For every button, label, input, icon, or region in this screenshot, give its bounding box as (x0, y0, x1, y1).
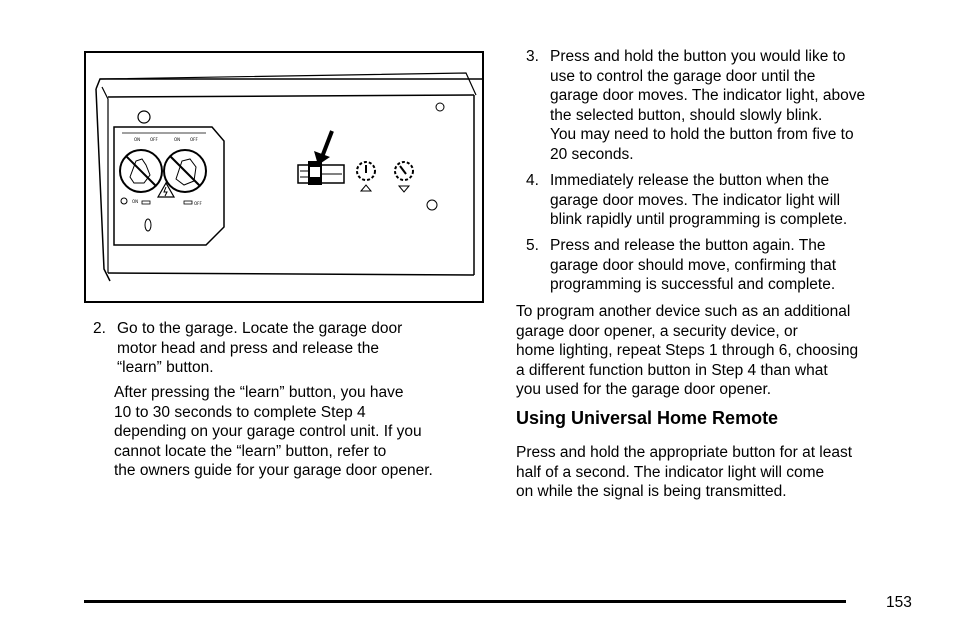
panel-label: ON (174, 137, 181, 142)
garage-opener-illustration (84, 51, 484, 303)
step-number: 2. (93, 320, 106, 337)
panel-label: ON (132, 199, 139, 204)
no-hands-icon (164, 150, 206, 192)
step-2-note: After pressing the “learn” button, you have 10 to 30 seconds to complete Step 4 depending on your garage control unit. If you cannot locate the “learn” button, refer to the owners guide for your garage door opener. (114, 384, 433, 480)
section-heading: Using Universal Home Remote (516, 408, 779, 428)
step-number: 3. (526, 48, 539, 65)
panel-label: OFF (194, 201, 202, 206)
remote-paragraph: Press and hold the appropriate button for at least half of a second. The indicator light will come on while the signal is being transmitted. (516, 444, 853, 501)
step-text: Go to the garage. Locate the garage door motor head and press and release the “learn” button. (117, 320, 403, 377)
no-hands-icon (120, 150, 162, 192)
screw-icon (436, 103, 444, 111)
program-paragraph: To program another device such as an additional garage door opener, a security device, or home lighting, repeat Steps 1 through 6, choosing a different function button in Step 4 than what you used for the garage door opener. (516, 303, 859, 399)
panel-label: OFF (150, 137, 158, 142)
step-text: Press and release the button again. The garage door should move, confirming that programming is successful and complete. (550, 237, 837, 294)
step-text: Immediately release the button when the garage door moves. The indicator light will blink rapidly until programming is complete. (550, 172, 848, 229)
garage-opener-drawing (86, 53, 486, 305)
panel-label: ON (134, 137, 141, 142)
indicator-light (427, 200, 437, 210)
step-text: Press and hold the button you would like to use to control the garage door until the garage door moves. The indicator light, above the selected button, should slowly blink. You may need to hold the button from five to 20 seconds. (550, 48, 866, 163)
screw-icon (138, 111, 150, 123)
panel-label: OFF (190, 137, 198, 142)
arrow-down-icon (322, 131, 332, 157)
page-number: 153 (886, 594, 912, 611)
up-limit-dial-icon (357, 162, 375, 191)
down-limit-dial-icon (395, 162, 413, 192)
step-number: 5. (526, 237, 539, 254)
light-bulb-icon (121, 198, 127, 204)
step-number: 4. (526, 172, 539, 189)
footer-rule (84, 600, 846, 603)
